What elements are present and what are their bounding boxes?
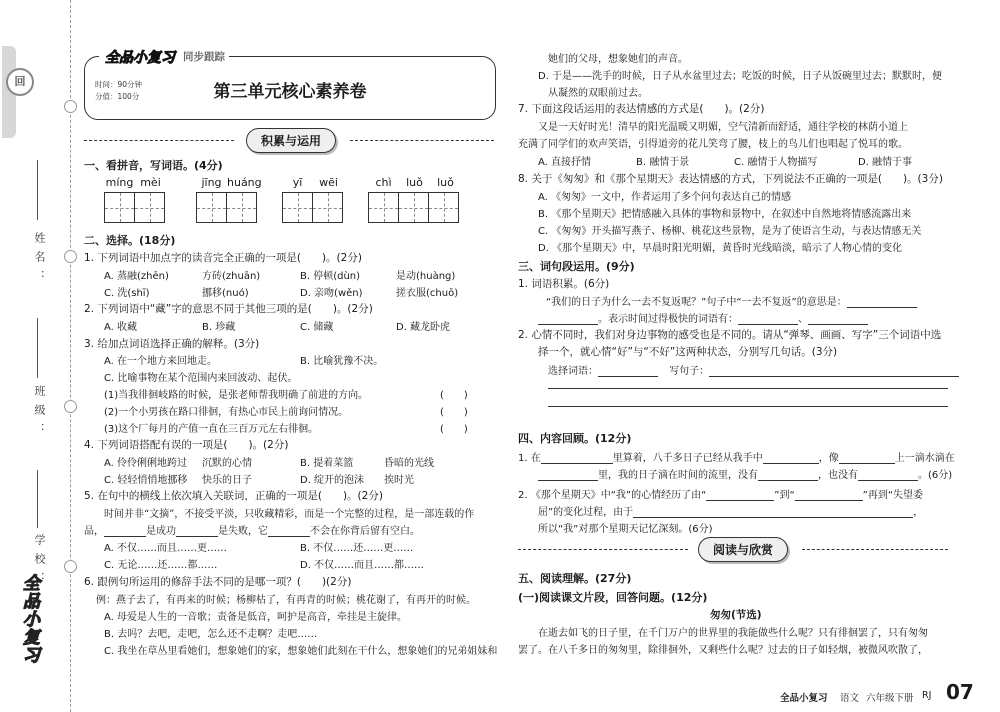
binding-hole — [64, 100, 77, 113]
q7: 7. 下面这段话运用的表达情感的方式是( )。(2分) — [518, 103, 765, 115]
fill-blank[interactable] — [763, 453, 819, 464]
writing-box[interactable] — [282, 192, 313, 223]
s3-1: 1. 词语积累。(6分) — [518, 278, 610, 290]
option[interactable]: C. 《匆匆》开头描写燕子、杨柳、桃花这些景物，是为了使语言生动，与表达情感无关 — [538, 226, 922, 237]
option-cont: 从凝然的双眼前过去。 — [548, 88, 648, 99]
option[interactable]: D. 融情于事 — [858, 157, 913, 168]
fill-blank[interactable] — [808, 314, 868, 325]
option[interactable]: A. 伶伶俐俐地跨过 — [104, 458, 188, 469]
s4-1b: 里，我的日子滴在时间的流里，没有 ，也没有 。(6分) — [538, 466, 952, 481]
s3-1-text: “我们的日子为什么一去不复返呢？”句子中“一去不复返”的意思是： — [546, 293, 917, 308]
pinyin: wēi — [319, 176, 338, 189]
answer-line[interactable] — [548, 388, 948, 389]
fill-blank[interactable] — [598, 366, 658, 377]
pinyin: chì — [375, 176, 392, 189]
footer-edition: RJ — [922, 690, 932, 701]
passage-line: 品， 是成功 是失败，它 不会在你背后留有空白。 — [84, 526, 420, 537]
option[interactable]: D. 不仅……而且……都…… — [300, 560, 425, 571]
option-word: 搓衣服(chuō) — [396, 288, 459, 299]
q8: 8. 关于《匆匆》和《那个星期天》表达情感的方式，下列说法不正确的一项是( )。(3分) — [518, 173, 943, 185]
sentence: (2)一个小男孩在路口徘徊，有热心市民上前询问情况。 — [104, 407, 349, 418]
header-subtitle: 同步跟踪 — [179, 49, 229, 64]
pinyin: huáng — [227, 176, 262, 189]
s3-2-answer: 选择词语： 写句子： — [548, 362, 959, 377]
option[interactable]: C. 融情于人物描写 — [734, 157, 818, 168]
s5-1: (一)阅读课文片段，回答问题。(12分) — [518, 591, 708, 604]
option[interactable]: D. 绽开的泡沫 — [300, 475, 365, 486]
s3-1-text2: 。表示时间过得极快的词语有： 、 — [538, 310, 868, 325]
writing-box[interactable] — [428, 192, 459, 223]
option[interactable]: A. 蒸融(zhēn) — [104, 271, 169, 282]
passage-line: 罢了。在八千多日的匆匆里，除徘徊外，又剩些什么呢？过去的日子如轻烟，被微风吹散了， — [518, 645, 928, 656]
s4-2c: 所以“我”对那个星期天记忆深刻。(6分) — [538, 524, 713, 535]
side-brand-logo: 全品小复习 — [19, 574, 39, 664]
divider — [84, 140, 234, 141]
fill-blank[interactable] — [538, 314, 598, 325]
option-word: 昏暗的光线 — [384, 458, 434, 469]
fill-blank[interactable] — [758, 470, 818, 481]
answer-line[interactable] — [548, 406, 948, 407]
divider — [350, 140, 494, 141]
s4-2: 2. 《那个星期天》中“我”的心情经历了由“ ”到“ ”再到“失望委 — [518, 490, 924, 501]
section-heading: 阅读与欣赏 — [698, 537, 788, 562]
q2-6: 6. 跟例句所运用的修辞手法不同的是哪一项？( )(2分) — [84, 576, 352, 588]
passage-line: 时间并非“文摘”，不接受平淡，只收藏精彩，而是一个完整的过程，是一部连载的作 — [104, 509, 475, 520]
option[interactable]: B. 融情于景 — [636, 157, 690, 168]
header-brand: 全品小复习 — [99, 47, 181, 67]
answer-paren[interactable]: ( ) — [440, 407, 468, 418]
fill-blank[interactable] — [839, 453, 895, 464]
option[interactable]: B. 《那个星期天》把情感融入具体的事物和景物中，在叙述中自然地将情感流露出来 — [538, 209, 912, 220]
option[interactable]: C. 洗(shī) — [104, 288, 150, 299]
class-label: 班级： — [33, 385, 46, 442]
writing-box[interactable] — [398, 192, 429, 223]
footer-grade: 六年级下册 — [866, 693, 914, 704]
fill-blank[interactable] — [795, 490, 863, 501]
name-line[interactable] — [37, 160, 38, 220]
option[interactable]: B. 停顿(dùn) — [300, 271, 361, 282]
section-3-title: 三、词句段运用。(9分) — [518, 260, 635, 273]
binding-hole — [64, 250, 77, 263]
option: B. 比喻犹豫不决。 — [300, 356, 384, 367]
header-box — [84, 50, 496, 120]
option[interactable]: A. 母爱是人生的一音歌；责备是低音，呵护是高音，牵挂是主旋律。 — [104, 612, 408, 623]
option[interactable]: C. 轻轻悄悄地挪移 — [104, 475, 188, 486]
option[interactable]: A. 不仅……而且……更…… — [104, 543, 228, 554]
writing-box[interactable] — [196, 192, 227, 223]
option[interactable]: D. 藏龙卧虎 — [396, 322, 451, 333]
writing-box[interactable] — [312, 192, 343, 223]
section-5-title: 五、阅读理解。(27分) — [518, 572, 632, 585]
fill-blank[interactable] — [104, 526, 146, 537]
fill-blank[interactable] — [706, 490, 774, 501]
writing-box[interactable] — [104, 192, 135, 223]
option[interactable]: A. 《匆匆》一文中，作者运用了多个问句表达自己的情感 — [538, 192, 792, 203]
option[interactable]: C. 我坐在草丛里看她们，想象她们的家，想象她们此刻在干什么，想象她们的兄弟姐妹和 — [104, 646, 498, 657]
fill-blank[interactable] — [709, 366, 959, 377]
passage-title: 匆匆(节选) — [710, 609, 762, 621]
school-line[interactable] — [37, 470, 38, 528]
option-word: 快乐的日子 — [202, 475, 252, 486]
fill-blank[interactable] — [541, 453, 613, 464]
q2-1: 1. 下列词语中加点字的读音完全正确的一项是( )。(2分) — [84, 252, 362, 264]
binding-margin — [0, 0, 92, 712]
option[interactable]: D. 亲吻(wěn) — [300, 288, 363, 299]
section-heading: 积累与运用 — [246, 128, 336, 153]
option[interactable]: B. 去吗？去吧，走吧，怎么还不走啊？走吧…… — [104, 629, 318, 640]
passage-line: 在逝去如飞的日子里，在千门万户的世界里的我能做些什么呢？只有徘徊罢了，只有匆匆 — [538, 628, 928, 639]
time-info: 时间：90分钟 — [95, 80, 143, 89]
fill-blank[interactable] — [738, 314, 798, 325]
binding-badge: 回 — [6, 68, 34, 96]
question-2-title: 二、选择。(18分) — [84, 234, 176, 247]
option[interactable]: A. 直接抒情 — [538, 157, 592, 168]
option[interactable]: C. 无论……还……都…… — [104, 560, 218, 571]
divider — [518, 549, 688, 550]
writing-box[interactable] — [368, 192, 399, 223]
sentence: (1)当我徘徊岐路的时候，是张老师帮我明确了前进的方向。 — [104, 390, 369, 401]
writing-box[interactable] — [226, 192, 257, 223]
pinyin: yī — [292, 176, 303, 189]
option[interactable]: D. 《那个星期天》中，早晨时阳光明媚，黄昏时光线暗淡，暗示了人物心情的变化 — [538, 243, 903, 254]
option-word: 是动(huàng) — [396, 271, 456, 282]
q2-2: 2. 下列词语中“藏”字的意思不同于其他三项的是( )。(2分) — [84, 303, 373, 315]
fill-blank[interactable] — [847, 297, 917, 308]
passage-line: 充满了同学们的欢声笑语，引得道旁的花儿笑弯了腰，枝上的鸟儿们也唱起了悦耳的歌。 — [518, 139, 908, 150]
option[interactable]: C. 储藏 — [300, 322, 334, 333]
pinyin: mèi — [140, 176, 161, 189]
option[interactable]: D. 于是——洗手的时候，日子从水盆里过去；吃饭的时候，日子从饭碗里过去；默默时，便 — [538, 71, 943, 82]
class-line[interactable] — [37, 318, 38, 378]
fill-blank[interactable] — [268, 526, 310, 537]
option: C. 比喻事物在某个范围内来回波动、起伏。 — [104, 373, 298, 384]
option[interactable]: B. 珍藏 — [202, 322, 236, 333]
s4-2b: 屈”的变化过程，由于 ， — [538, 507, 924, 518]
footer-brand: 全品小复习 — [780, 693, 828, 704]
fill-blank[interactable] — [176, 526, 218, 537]
option[interactable]: B. 提着菜篮 — [300, 458, 354, 469]
page-number: 07 — [946, 680, 974, 704]
q2-5: 5. 在句中的横线上依次填入关联词，正确的一项是( )。(2分) — [84, 490, 383, 502]
school-label: 学校： — [33, 534, 46, 591]
s4-1: 1. 在 里算着，八千多日子已经从我手中 ，像 上一滴水滴在 — [518, 453, 955, 464]
writing-box[interactable] — [134, 192, 165, 223]
pinyin: luǒ — [437, 176, 454, 189]
pinyin: míng — [105, 176, 134, 189]
divider — [802, 549, 948, 550]
option-word: 挨时光 — [384, 475, 414, 486]
page-title: 第三单元核心素养卷 — [213, 82, 367, 102]
footer-subject: 语文 — [840, 693, 860, 704]
binding-hole — [64, 560, 77, 573]
pinyin: jīng — [201, 176, 222, 189]
score-info: 分值：100分 — [95, 92, 140, 101]
example: 例：燕子去了，有再来的时候；杨柳枯了，有再青的时候；桃花谢了，有再开的时候。 — [96, 595, 476, 606]
answer-paren[interactable]: ( ) — [440, 390, 468, 401]
fill-blank[interactable] — [538, 470, 598, 481]
passage-line: 又是一天好时光！清早的阳光温暖又明媚，空气清新而舒适，通往学校的林荫小道上 — [538, 122, 908, 133]
option[interactable]: B. 不仅……还……更…… — [300, 543, 414, 554]
section-4-title: 四、内容回顾。(12分) — [518, 432, 632, 445]
option[interactable]: A. 收藏 — [104, 322, 138, 333]
option-word: 挪移(nuó) — [202, 288, 249, 299]
option-word: 方砖(zhuān) — [202, 271, 261, 282]
name-label: 姓名： — [33, 232, 46, 289]
q2-4: 4. 下列词语搭配有误的一项是( )。(2分) — [84, 439, 289, 451]
sentence: (3)这个厂每月的产值一直在三百万元左右徘徊。 — [104, 424, 319, 435]
option: A. 在一个地方来回地走。 — [104, 356, 218, 367]
answer-paren[interactable]: ( ) — [440, 424, 468, 435]
binding-hole — [64, 400, 77, 413]
option-cont: 她们的父母，想象她们的声音。 — [548, 54, 688, 65]
question-1-title: 一、看拼音，写词语。(4分) — [84, 159, 223, 172]
q2-3: 3. 给加点词语选择正确的解释。(3分) — [84, 338, 260, 350]
fill-blank[interactable] — [633, 507, 913, 518]
s3-2b: 择一个，就心情“好”与“不好”这两种状态，分别写几句话。(3分) — [538, 346, 838, 358]
pinyin: luǒ — [406, 176, 423, 189]
option-word: 沉默的心情 — [202, 458, 252, 469]
s3-2: 2. 心情不同时，我们对身边事物的感受也是不同的。请从“弹琴、画画、写字”三个词语中选 — [518, 329, 942, 341]
fill-blank[interactable] — [858, 470, 918, 481]
